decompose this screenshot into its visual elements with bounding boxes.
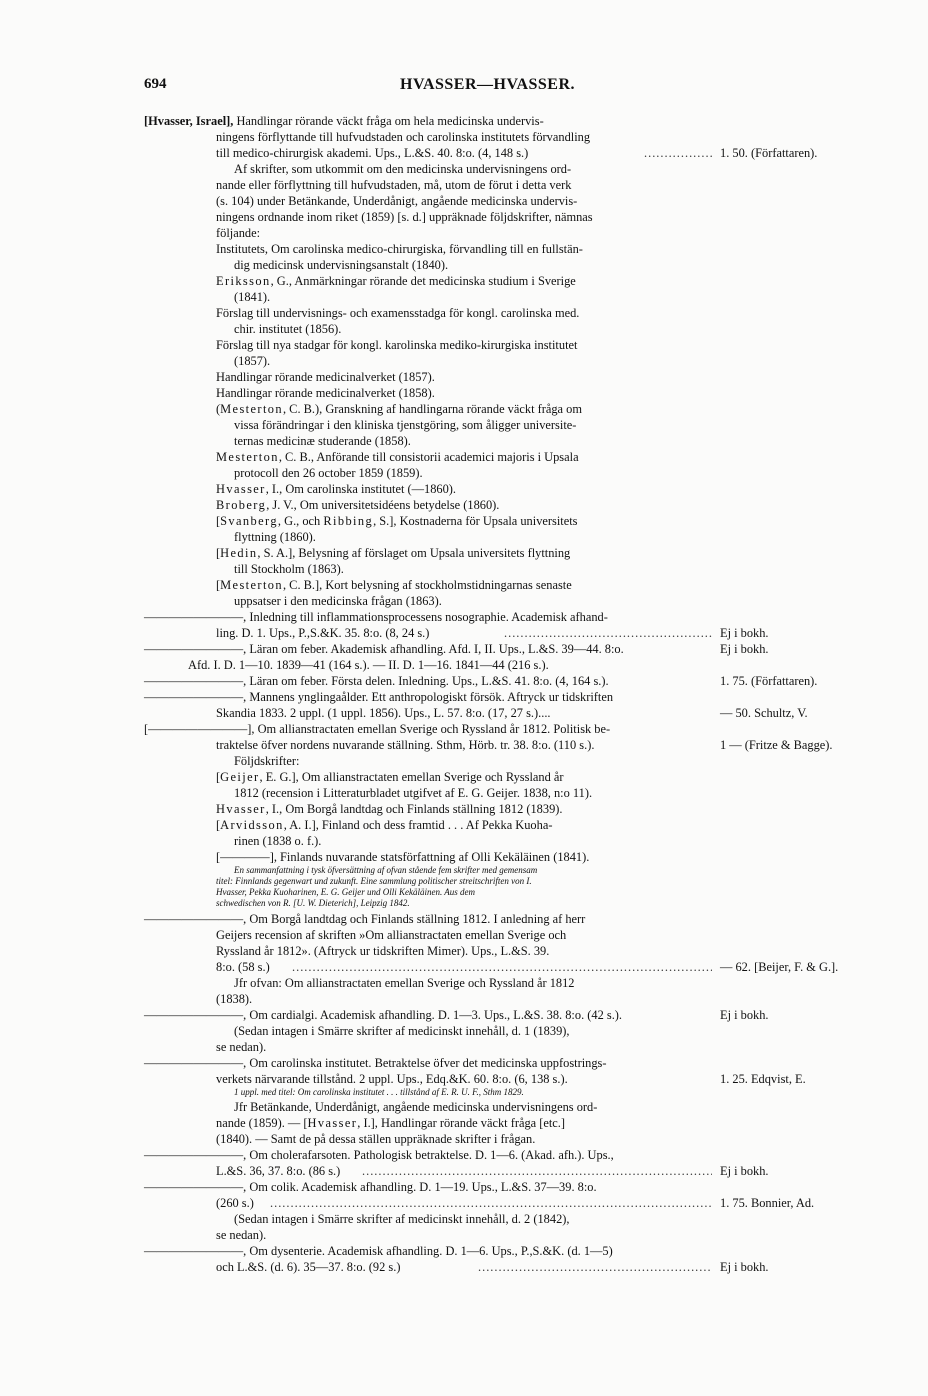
text-line [0, 927, 928, 943]
line-text: (s. 104) under Betänkande, Underdånigt, angående medicinska undervis- [216, 194, 578, 208]
text-line [0, 625, 928, 641]
text-line [0, 385, 928, 401]
text-line [0, 609, 928, 625]
line-text: ————————, Mannens ynglingaålder. Ett anthropologiskt försök. Aftryck ur tidskriften [144, 690, 614, 704]
price-publisher: Ej i bokh. [720, 1008, 769, 1022]
line-text: till Stockholm (1863). [234, 562, 344, 576]
dot-leader [478, 1259, 712, 1275]
price-publisher: 1. 75. Bonnier, Ad. [720, 1196, 815, 1210]
text-line [0, 209, 928, 225]
text-line [0, 417, 928, 433]
text-line [0, 257, 928, 273]
line-text: Afd. I. D. 1—10. 1839—41 (164 s.). — II. D. 1—16. 1841—44 (216 s.). [188, 658, 549, 672]
text-line [0, 1163, 928, 1179]
text-line [0, 577, 928, 593]
line-text: [Arvidsson, A. I.], Finland och dess framtid . . . Af Pekka Kuoha- [216, 818, 553, 832]
text-line [0, 449, 928, 465]
text-line [0, 161, 928, 177]
line-text: Mesterton, C. B., Anförande till consistorii academici majoris i Upsala [216, 450, 579, 464]
line-text: (Sedan intagen i Smärre skrifter af medicinskt innehåll, d. 1 (1839), [234, 1024, 570, 1038]
line-text: ————————, Om carolinska institutet. Betraktelse öfver det medicinska uppfostrings- [144, 1056, 607, 1070]
line-text: Skandia 1833. 2 uppl. (1 uppl. 1856). Ups., L. 57. 8:o. (17, 27 s.).... [216, 706, 551, 720]
line-text: ternas medicinæ studerande (1858). [234, 434, 411, 448]
dot-leader [644, 145, 712, 161]
text-line [0, 1039, 928, 1055]
text-line [0, 305, 928, 321]
line-text: chir. institutet (1856). [234, 322, 342, 336]
line-text: Förslag till undervisnings- och examensstadga för kongl. carolinska med. [216, 306, 580, 320]
text-line [0, 321, 928, 337]
line-text: traktelse öfver nordens nuvarande ställning. Sthm, Hörb. tr. 38. 8:o. (110 s.). [216, 738, 595, 752]
text-line [0, 849, 928, 865]
line-text: Hvasser, I., Om Borgå landtdag och Finlands ställning 1812 (1839). [216, 802, 563, 816]
text-line [0, 1243, 928, 1259]
line-text: ————————, Om cardialgi. Academisk afhandling. D. 1—3. Ups., L.&S. 38. 8:o. (42 s.). [144, 1008, 623, 1022]
line-text: se nedan). [216, 1228, 267, 1242]
line-text: dig medicinsk undervisningsanstalt (1840). [234, 258, 449, 272]
text-line [0, 801, 928, 817]
line-text: och L.&S. (d. 6). 35—37. 8:o. (92 s.) [216, 1260, 401, 1274]
line-text: till medico-chirurgisk akademi. Ups., L.&S. 40. 8:o. (4, 148 s.) [216, 146, 529, 160]
text-line [0, 1023, 928, 1039]
price-publisher: — 62. [Beijer, F. & G.]. [720, 960, 839, 974]
dot-leader [292, 959, 712, 975]
line-text: (Sedan intagen i Smärre skrifter af medicinskt innehåll, d. 2 (1842), [234, 1212, 570, 1226]
line-text: Hvasser, I., Om carolinska institutet (—1860). [216, 482, 457, 496]
text-line [0, 705, 928, 721]
line-text: L.&S. 36, 37. 8:o. (86 s.) [216, 1164, 341, 1178]
line-text: Geijers recension af skriften »Om allianstractaten emellan Sverige och [216, 928, 567, 942]
price-publisher: — 50. Schultz, V. [720, 706, 808, 720]
line-text: [————————], Om allianstractaten emellan Sverige och Ryssland år 1812. Politisk be- [144, 722, 611, 736]
running-head: HVASSER—HVASSER. [400, 76, 576, 93]
text-line [0, 673, 928, 689]
line-text: [Hvasser, Israel], Handlingar rörande väckt fråga om hela medicinska undervis- [144, 114, 544, 128]
line-text: ————————, Läran om feber. Första delen. Inledning. Ups., L.&S. 41. 8:o. (4, 164 s.). [144, 674, 609, 688]
line-text: [Geijer, E. G.], Om allianstractaten emellan Sverige och Ryssland år [216, 770, 564, 784]
text-line [0, 785, 928, 801]
line-text: ningens förflyttande till hufvudstaden och carolinska institutets förvandling [216, 130, 591, 144]
line-text: 1812 (recension i Litteraturbladet utgifvet af E. G. Geijer. 1838, n:o 11). [234, 786, 593, 800]
text-line [0, 1055, 928, 1071]
line-text: Broberg, J. V., Om universitetsidéens betydelse (1860). [216, 498, 500, 512]
dot-leader [362, 1163, 712, 1179]
dot-leader [504, 625, 712, 641]
line-text: Jfr Betänkande, Underdånigt, angående medicinska undervisningens ord- [234, 1100, 598, 1114]
text-line [0, 1259, 928, 1275]
text-line [0, 193, 928, 209]
text-line [0, 1179, 928, 1195]
line-text: 1 uppl. med titel: Om carolinska institutet . . . tillstånd af E. R. U. F., Sthm 1829. [234, 1087, 524, 1097]
price-publisher: 1. 50. (Författaren). [720, 146, 818, 160]
price-publisher: Ej i bokh. [720, 642, 769, 656]
line-text: Hvasser, Pekka Kuoharinen, E. G. Geijer und Olli Kekäläinen. Aus dem [216, 887, 476, 897]
text-line [0, 1115, 928, 1131]
line-text: se nedan). [216, 1040, 267, 1054]
line-text: vissa förändringar i den kliniska tjenstgöring, som åligger universite- [234, 418, 577, 432]
text-line [0, 898, 928, 909]
text-line [0, 721, 928, 737]
text-line [0, 887, 928, 898]
text-line [0, 113, 928, 129]
text-line [0, 145, 928, 161]
text-line [0, 561, 928, 577]
line-text: ————————, Läran om feber. Akademisk afhandling. Afd. I, II. Ups., L.&S. 39—44. 8:o. [144, 642, 624, 656]
page-number: 694 [144, 76, 167, 92]
line-text: (1840). — Samt de på dessa ställen uppräknade skrifter i frågan. [216, 1132, 536, 1146]
text-line [0, 225, 928, 241]
line-text: (1838). [216, 992, 253, 1006]
line-text: nande (1859). — [Hvasser, I.], Handlingar rörande väckt fråga [etc.] [216, 1116, 566, 1130]
line-text: flyttning (1860). [234, 530, 316, 544]
text-line [0, 911, 928, 927]
line-text: (1841). [234, 290, 271, 304]
line-text: [Svanberg, G., och Ribbing, S.], Kostnaderna för Upsala universitets [216, 514, 578, 528]
line-text: Institutets, Om carolinska medico-chirurgiska, förvandling till en fullstän- [216, 242, 583, 256]
line-text: ————————, Inledning till inflammationsprocessens nosographie. Academisk afhand- [144, 610, 608, 624]
text-line [0, 1087, 928, 1098]
text-line [0, 497, 928, 513]
line-text: ningens ordnande inom riket (1859) [s. d.] uppräknade följdskrifter, nämnas [216, 210, 593, 224]
text-line [0, 865, 928, 876]
text-line [0, 769, 928, 785]
dot-leader [270, 1195, 712, 1211]
line-text: protocoll den 26 october 1859 (1859). [234, 466, 423, 480]
text-line [0, 817, 928, 833]
text-line [0, 369, 928, 385]
price-publisher: Ej i bokh. [720, 626, 769, 640]
line-text: [Hedin, S. A.], Belysning af förslaget om Upsala universitets flyttning [216, 546, 571, 560]
text-line [0, 433, 928, 449]
text-line [0, 1211, 928, 1227]
line-text: Följdskrifter: [234, 754, 300, 768]
line-text: rinen (1838 o. f.). [234, 834, 322, 848]
text-line [0, 1195, 928, 1211]
text-line [0, 753, 928, 769]
text-line [0, 273, 928, 289]
line-text: [Mesterton, C. B.], Kort belysning af stockholmstidningarnas senaste [216, 578, 572, 592]
price-publisher: 1 — (Fritze & Bagge). [720, 738, 833, 752]
line-text: uppsatser i den medicinska frågan (1863). [234, 594, 442, 608]
line-text: 8:o. (58 s.) [216, 960, 270, 974]
text-line [0, 177, 928, 193]
text-line [0, 465, 928, 481]
text-line [0, 1099, 928, 1115]
text-line [0, 513, 928, 529]
line-text: nande eller förflyttning till hufvudstaden, må, utom de förut i detta verk [216, 178, 572, 192]
text-line [0, 959, 928, 975]
line-text: titel: Finnlands gegenwart und zukunft. Eine sammlung politischer streitschriften von I. [216, 876, 532, 886]
price-publisher: Ej i bokh. [720, 1164, 769, 1178]
text-line [0, 545, 928, 561]
text-line [0, 991, 928, 1007]
text-line [0, 241, 928, 257]
text-line [0, 1227, 928, 1243]
line-text: Eriksson, G., Anmärkningar rörande det medicinska studium i Sverige [216, 274, 576, 288]
line-text: ling. D. 1. Ups., P.,S.&K. 35. 8:o. (8, 24 s.) [216, 626, 430, 640]
text-line [0, 975, 928, 991]
text-line [0, 1007, 928, 1023]
text-line [0, 641, 928, 657]
line-text: Handlingar rörande medicinalverket (1858). [216, 386, 435, 400]
line-text: verkets närvarande tillstånd. 2 uppl. Ups., Edq.&K. 60. 8:o. (6, 138 s.). [216, 1072, 568, 1086]
line-text: Af skrifter, som utkommit om den medicinska undervisningens ord- [234, 162, 572, 176]
line-text: schwedischen von R. [U. W. Dieterich], Leipzig 1842. [216, 898, 410, 908]
line-text: följande: [216, 226, 261, 240]
text-line [0, 1147, 928, 1163]
text-line [0, 737, 928, 753]
line-text: Ryssland år 1812». (Aftryck ur tidskriften Mimer). Ups., L.&S. 39. [216, 944, 550, 958]
line-text: ————————, Om Borgå landtdag och Finlands ställning 1812. I anledning af herr [144, 912, 586, 926]
text-line [0, 833, 928, 849]
text-line [0, 481, 928, 497]
price-publisher: 1. 25. Edqvist, E. [720, 1072, 806, 1086]
text-line [0, 289, 928, 305]
line-text: ————————, Om dysenterie. Academisk afhandling. D. 1—6. Ups., P.,S.&K. (d. 1—5) [144, 1244, 613, 1258]
line-text: Förslag till nya stadgar för kongl. karolinska mediko-kirurgiska institutet [216, 338, 578, 352]
price-publisher: 1. 75. (Författaren). [720, 674, 818, 688]
text-line [0, 657, 928, 673]
text-line [0, 1131, 928, 1147]
line-text: Jfr ofvan: Om allianstractaten emellan Sverige och Ryssland år 1812 [234, 976, 575, 990]
text-line [0, 353, 928, 369]
text-line [0, 689, 928, 705]
text-line [0, 337, 928, 353]
price-publisher: Ej i bokh. [720, 1260, 769, 1274]
text-line [0, 401, 928, 417]
text-line [0, 529, 928, 545]
text-line [0, 1071, 928, 1087]
line-text: (Mesterton, C. B.), Granskning af handlingarna rörande väckt fråga om [216, 402, 582, 416]
line-text: ————————, Om cholerafarsoten. Pathologisk betraktelse. D. 1—6. (Akad. afh.). Ups., [144, 1148, 614, 1162]
line-text: En sammanfattning i tysk öfversättning af ofvan stående fem skrifter med gemensam [234, 865, 538, 875]
text-line [0, 943, 928, 959]
line-text: Handlingar rörande medicinalverket (1857). [216, 370, 435, 384]
line-text: (1857). [234, 354, 271, 368]
line-text: [————], Finlands nuvarande statsförfattning af Olli Kekäläinen (1841). [216, 850, 590, 864]
line-text: (260 s.) [216, 1196, 254, 1210]
text-line [0, 129, 928, 145]
text-line [0, 876, 928, 887]
text-line [0, 593, 928, 609]
line-text: ————————, Om colik. Academisk afhandling. D. 1—19. Ups., L.&S. 37—39. 8:o. [144, 1180, 597, 1194]
